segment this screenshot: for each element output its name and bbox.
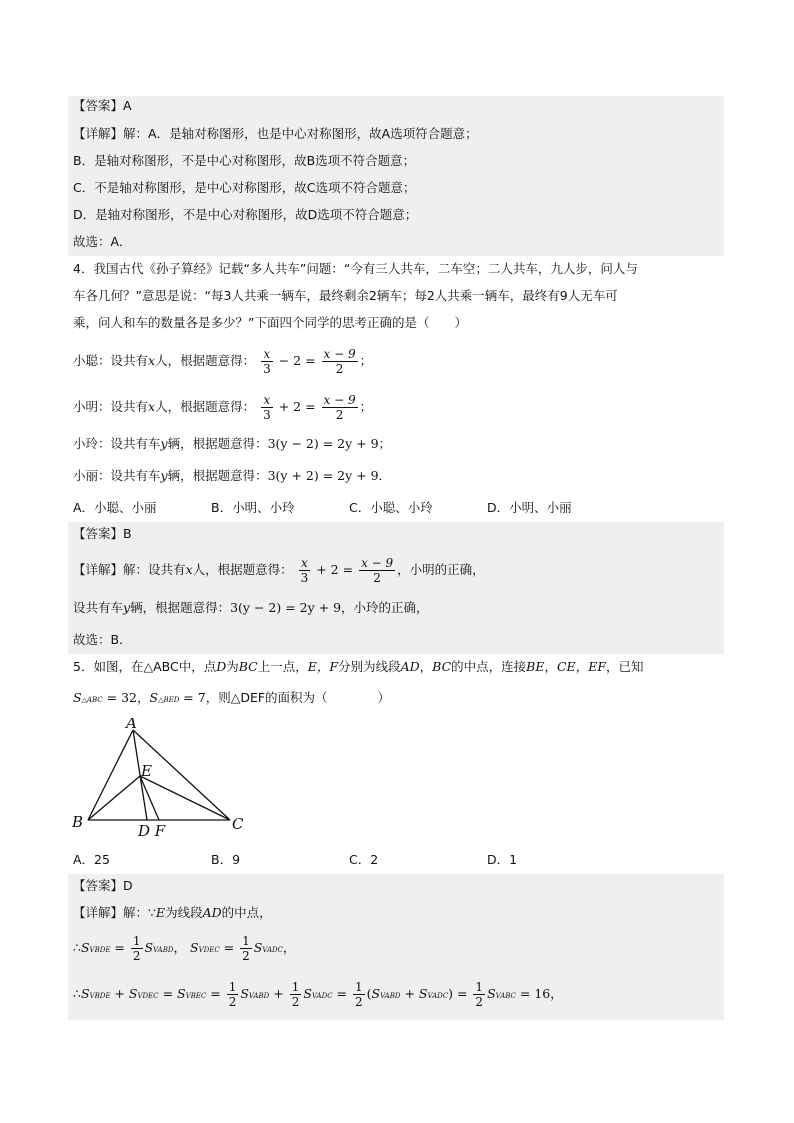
s1-var: x <box>148 353 156 368</box>
d4-l2-end: ，小玲的正确， <box>341 600 429 615</box>
d4-frac-1 <box>299 556 311 585</box>
num: 1 <box>354 980 363 994</box>
t: ， <box>282 940 296 955</box>
q4-line-2: 车各几何？”意思是说：“每3人共乘一辆车，最终剩余2辆车；每2人共乘一辆车，最终有9人无车可 <box>73 288 618 303</box>
d4-l2-pre: 设共有车 <box>73 600 124 615</box>
t: CE <box>556 659 576 674</box>
t: 上一点， <box>257 659 308 674</box>
q5-option-b: B．9 <box>211 852 241 867</box>
answer-value: D <box>123 878 133 893</box>
segment-ce <box>140 776 230 820</box>
t: VABC <box>495 992 516 1000</box>
num: x − 9 <box>323 393 356 407</box>
t: VBDE <box>89 946 111 954</box>
t: = <box>219 940 239 955</box>
t: S <box>190 940 199 955</box>
q5-line-1 <box>73 658 644 676</box>
t: 5．如图，在△ABC中，点 <box>73 659 217 674</box>
t: BC <box>238 659 258 674</box>
t: BE <box>526 659 545 674</box>
num: 1 <box>242 934 250 948</box>
s4-eq: 3(y + 2) = 2y + 9 <box>267 468 379 483</box>
den: 2 <box>373 571 381 585</box>
d4-mid: 人，根据题意得： <box>192 562 293 577</box>
s2-var: x <box>148 399 156 414</box>
den: 3 <box>263 362 271 376</box>
answer-block-1 <box>68 96 724 256</box>
detail-text: 解：A．是轴对称图形，也是中心对称图形，故A选项符合题意； <box>123 126 478 141</box>
s4-pre: 小丽：设共有车 <box>73 468 161 483</box>
t: VABD <box>248 992 270 1000</box>
q4-statement-3 <box>73 435 391 453</box>
t: 分别为线段 <box>338 659 401 674</box>
detail5-line-2 <box>73 933 295 965</box>
num: 1 <box>228 980 237 994</box>
answer-line-4 <box>73 525 132 543</box>
detail-tag: 【详解】 <box>73 905 124 920</box>
t: VADC <box>262 946 283 954</box>
s2-mid: 人，根据题意得： <box>155 399 256 414</box>
s2-pre: 小明：设共有 <box>73 399 149 414</box>
t: S <box>371 986 381 1001</box>
q5-option-d: D．1 <box>487 852 518 867</box>
half <box>290 980 302 1009</box>
d4-l2-var: y <box>123 600 131 615</box>
t: VADC <box>311 992 333 1000</box>
den: 3 <box>300 571 309 585</box>
q4-statement-2 <box>73 392 372 422</box>
answer-value: B <box>123 526 132 541</box>
den: 2 <box>228 995 237 1009</box>
num: x − 9 <box>361 556 394 570</box>
d4-l2-eq: 3(y − 2) = 2y + 9 <box>230 600 342 615</box>
s3-pre: 小玲：设共有车 <box>73 436 161 451</box>
d4-pre: 解：设共有 <box>123 562 186 577</box>
half <box>473 980 485 1009</box>
q5-option-a: A．25 <box>73 852 110 867</box>
d4-op: + 2 = <box>316 562 354 577</box>
half <box>227 980 239 1009</box>
answer-line-5 <box>73 877 133 895</box>
den: 2 <box>335 408 344 422</box>
t: △ABC <box>81 696 103 704</box>
t: ， <box>136 690 150 705</box>
answer-value: A <box>123 98 132 113</box>
t: + <box>110 986 129 1001</box>
d4-l2-mid: 辆，根据题意得： <box>130 600 231 615</box>
detail-line-4: D．是轴对称图形，不是中心对称图形，故D选项不符合题意； <box>73 207 418 222</box>
t: VBDE <box>89 992 111 1000</box>
detail-line-5: 故选：A． <box>73 234 132 249</box>
t: E <box>155 905 166 920</box>
t: S <box>128 986 138 1001</box>
t: BC <box>432 659 452 674</box>
t: ， <box>544 659 557 674</box>
num: 1 <box>291 980 300 994</box>
s2-op: + 2 = <box>278 399 316 414</box>
t: VBEC <box>185 992 207 1000</box>
den: 2 <box>291 995 300 1009</box>
t: VABD <box>153 946 174 954</box>
half <box>131 934 143 963</box>
edge-ab <box>88 730 133 820</box>
t: = 32 <box>102 690 137 705</box>
label-a: A <box>126 718 137 732</box>
q5-option-c: C．2 <box>349 852 379 867</box>
t: + <box>269 986 288 1001</box>
answer-line-1 <box>73 97 132 115</box>
t: = <box>206 986 225 1001</box>
t: = 16 <box>515 986 551 1001</box>
t: = <box>158 986 178 1001</box>
t: ，则△DEF的面积为（ ） <box>205 690 391 705</box>
t: S <box>177 986 186 1001</box>
s1-end: ； <box>359 353 373 368</box>
t: S <box>240 986 249 1001</box>
d4-end: ，小明的正确， <box>397 562 485 577</box>
t: = <box>332 986 351 1001</box>
paren-close: ) <box>448 986 453 1001</box>
q4-statement-4 <box>73 467 391 485</box>
t: S <box>73 690 82 705</box>
t: VDEC <box>198 946 220 954</box>
half <box>240 934 252 963</box>
detail-line-3: C．不是轴对称图形，是中心对称图形，故C选项不符合题意； <box>73 180 416 195</box>
detail4-line-1 <box>73 555 485 585</box>
d4-frac-2 <box>359 556 395 585</box>
den: 2 <box>132 949 141 963</box>
t: AD <box>202 905 222 920</box>
t: ， <box>173 940 187 955</box>
s1-pre: 小聪：设共有 <box>73 353 149 368</box>
t: 为 <box>226 659 239 674</box>
s1-frac-1 <box>261 347 273 376</box>
t: EF <box>588 659 607 674</box>
answer-tag: 【答案】 <box>73 878 124 893</box>
t: = 7 <box>179 690 206 705</box>
detail-line-1 <box>73 125 478 143</box>
q5-line-2 <box>73 689 390 709</box>
q4-option-d: D．小明、小丽 <box>487 500 572 515</box>
t: D <box>216 659 227 674</box>
t: VADC <box>427 992 449 1000</box>
s1-frac-2 <box>322 347 358 376</box>
s2-end: ； <box>359 399 373 414</box>
t: S <box>487 986 496 1001</box>
t: ，已知 <box>606 659 644 674</box>
q4-statement-1 <box>73 346 372 376</box>
s4-var: y <box>160 468 168 483</box>
s2-frac-1 <box>261 393 273 422</box>
s1-op: − 2 = <box>278 353 316 368</box>
label-e: E <box>141 762 152 780</box>
t: S <box>144 940 154 955</box>
t: VDEC <box>137 992 159 1000</box>
t: VABD <box>380 992 401 1000</box>
detail5-line-3 <box>73 979 563 1011</box>
triangle-figure <box>70 718 260 843</box>
num: 1 <box>132 934 141 948</box>
q4-option-b: B．小明、小玲 <box>211 500 295 515</box>
den: 2 <box>354 995 363 1009</box>
s3-end: ； <box>378 436 392 451</box>
answer-block-4 <box>68 522 724 654</box>
t: E，F <box>307 659 339 674</box>
num: x <box>261 347 273 362</box>
detail4-line-3: 故选：B． <box>73 632 132 647</box>
t: = <box>453 986 472 1001</box>
segment-be <box>88 776 140 820</box>
den: 2 <box>335 362 344 376</box>
t: 为线段 <box>165 905 203 920</box>
t: S <box>303 986 312 1001</box>
detail-tag: 【详解】 <box>73 126 124 141</box>
answer-tag: 【答案】 <box>73 526 124 541</box>
q4-line-3: 乘，问人和车的数量各是多少？”下面四个同学的思考正确的是（ ） <box>73 315 467 330</box>
half <box>353 980 365 1009</box>
t: S <box>418 986 428 1001</box>
t: S <box>253 940 263 955</box>
q4-line-1: 4．我国古代《孙子算经》记载“多人共车”问题：“今有三人共车，二车空；二人共车，九人步，问人与 <box>73 261 638 276</box>
paren-open: ( <box>366 986 372 1001</box>
t: ， <box>575 659 589 674</box>
label-c: C <box>232 815 244 833</box>
detail5-line-1 <box>73 904 272 922</box>
answer-tag: 【答案】 <box>73 98 124 113</box>
s2-frac-2 <box>322 393 358 422</box>
t: 的中点， <box>221 905 272 920</box>
q4-option-c: C．小聪、小玲 <box>349 500 433 515</box>
den: 2 <box>475 995 484 1009</box>
t: 解：∵ <box>123 905 156 920</box>
t: S <box>80 940 90 955</box>
detail-line-2: B．是轴对称图形，不是中心对称图形，故B选项不符合题意； <box>73 153 416 168</box>
den: 3 <box>263 408 271 422</box>
therefore-sign: ∴ <box>73 986 81 1001</box>
num: x <box>261 393 273 408</box>
segment-ef <box>140 776 159 820</box>
s3-var: y <box>160 436 168 451</box>
label-df: D F <box>138 822 166 840</box>
t: S <box>149 690 159 705</box>
detail4-line-2 <box>73 599 429 617</box>
t: 的中点，连接 <box>451 659 527 674</box>
s1-mid: 人，根据题意得： <box>155 353 256 368</box>
s3-eq: 3(y − 2) = 2y + 9 <box>267 436 379 451</box>
therefore-sign: ∴ <box>73 940 81 955</box>
s4-end: ． <box>378 468 392 483</box>
s4-mid: 辆，根据题意得： <box>167 468 268 483</box>
t: ， <box>419 659 433 674</box>
t: AD <box>400 659 420 674</box>
t: S <box>80 986 90 1001</box>
t: ， <box>550 986 563 1001</box>
num: x <box>299 556 311 571</box>
s3-mid: 辆，根据题意得： <box>167 436 268 451</box>
t: △BED <box>158 696 180 704</box>
t: + <box>400 986 419 1001</box>
num: 1 <box>475 980 484 994</box>
label-b: B <box>72 813 84 831</box>
q4-option-a: A．小聪、小丽 <box>73 500 157 515</box>
d4-var: x <box>185 562 193 577</box>
t: = <box>110 940 129 955</box>
den: 2 <box>242 949 250 963</box>
num: x − 9 <box>323 347 356 361</box>
detail-tag: 【详解】 <box>73 562 124 577</box>
